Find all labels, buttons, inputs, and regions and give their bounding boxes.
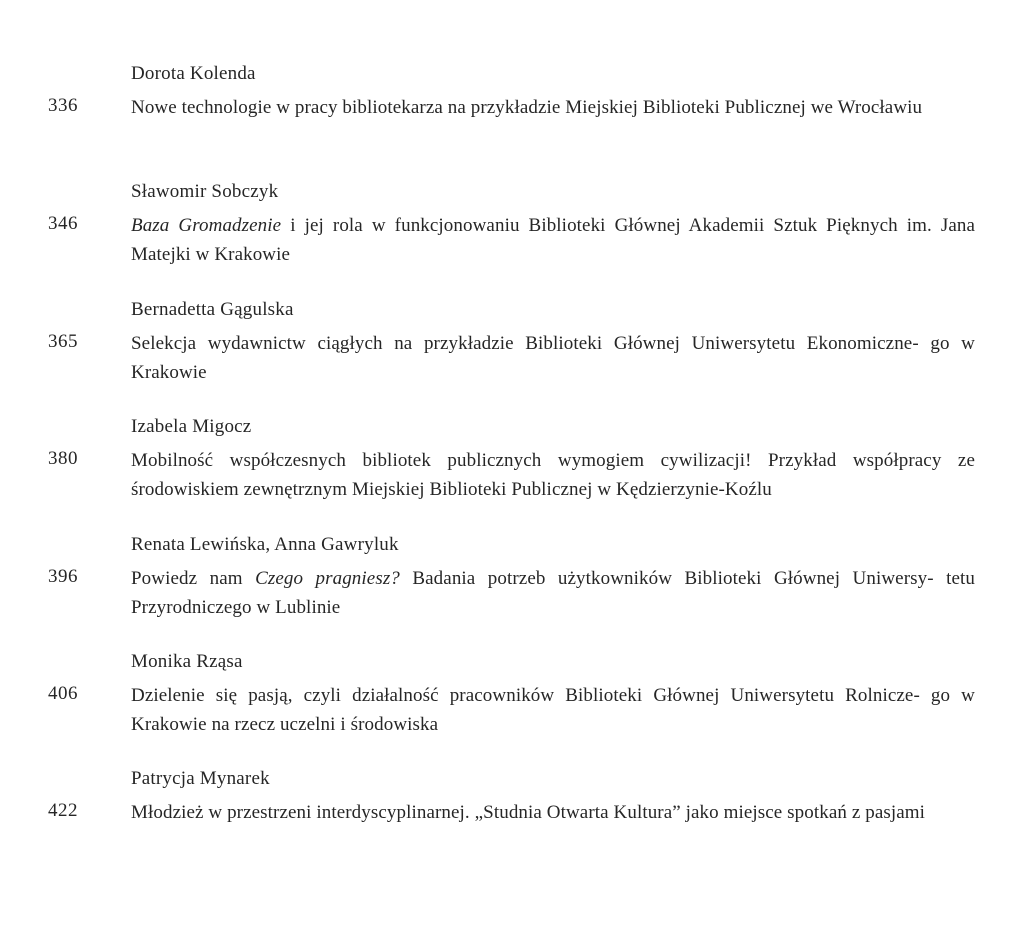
entry-author: Izabela Migocz xyxy=(131,416,252,437)
entry-title-rest: Badania potrzeb użytkowników Biblioteki Głównej Uniwersy- tetu Przyrodniczego w Lublinie xyxy=(131,568,975,618)
entry-title: Nowe technologie w pracy bibliotekarza na przykładzie Miejskiej Biblioteki Publicznej we Wrocławiu xyxy=(131,97,923,118)
entry-page-number: 422 xyxy=(48,800,78,821)
entry-author: Bernadetta Gągulska xyxy=(131,299,294,320)
entry-title: Selekcja wydawnictw ciągłych na przykładzie Biblioteki Głównej Uniwersytetu Ekonomiczne- go w Krakowie xyxy=(131,333,975,383)
entry-author: Renata Lewińska, Anna Gawryluk xyxy=(131,534,399,555)
entry-page-number: 365 xyxy=(48,331,78,352)
entry-page-number: 346 xyxy=(48,213,78,234)
entry-author: Patrycja Mynarek xyxy=(131,768,270,789)
entry-page-number: 380 xyxy=(48,448,78,469)
entry-page-number: 396 xyxy=(48,566,78,587)
entry-author: Monika Rząsa xyxy=(131,651,243,672)
entry-title-italic: Baza Gromadzenie xyxy=(131,215,282,236)
entry-title-rest: i jej rola w funkcjonowaniu Biblioteki Głównej Akademii Sztuk Pięknych im. Jana Matejki w Krakowie xyxy=(131,215,975,265)
entry-page-number: 406 xyxy=(48,683,78,704)
entry-title-pre: Powiedz nam xyxy=(131,568,256,589)
entry-page-number: 336 xyxy=(48,95,78,116)
entry-title: Mobilność współczesnych bibliotek publicznych wymogiem cywilizacji! Przykład współpracy ze środowiskiem zewnętrznym Miejskiej Biblioteki Publicznej w Kędzierzynie-Koźlu xyxy=(131,450,975,500)
entry-author: Dorota Kolenda xyxy=(131,63,256,84)
entry-title-italic: Czego pragniesz? xyxy=(255,568,400,589)
entry-title: Dzielenie się pasją, czyli działalność pracowników Biblioteki Głównej Uniwersytetu Rolnicze- go w Krakowie na rzecz uczelni i środowiska xyxy=(131,685,975,735)
entry-author: Sławomir Sobczyk xyxy=(131,181,279,202)
entry-title xyxy=(131,211,975,269)
entry-title: Młodzież w przestrzeni interdyscyplinarnej. „Studnia Otwarta Kultura” jako miejsce spotkań z pasjami xyxy=(131,802,926,823)
entry-title xyxy=(131,564,975,622)
